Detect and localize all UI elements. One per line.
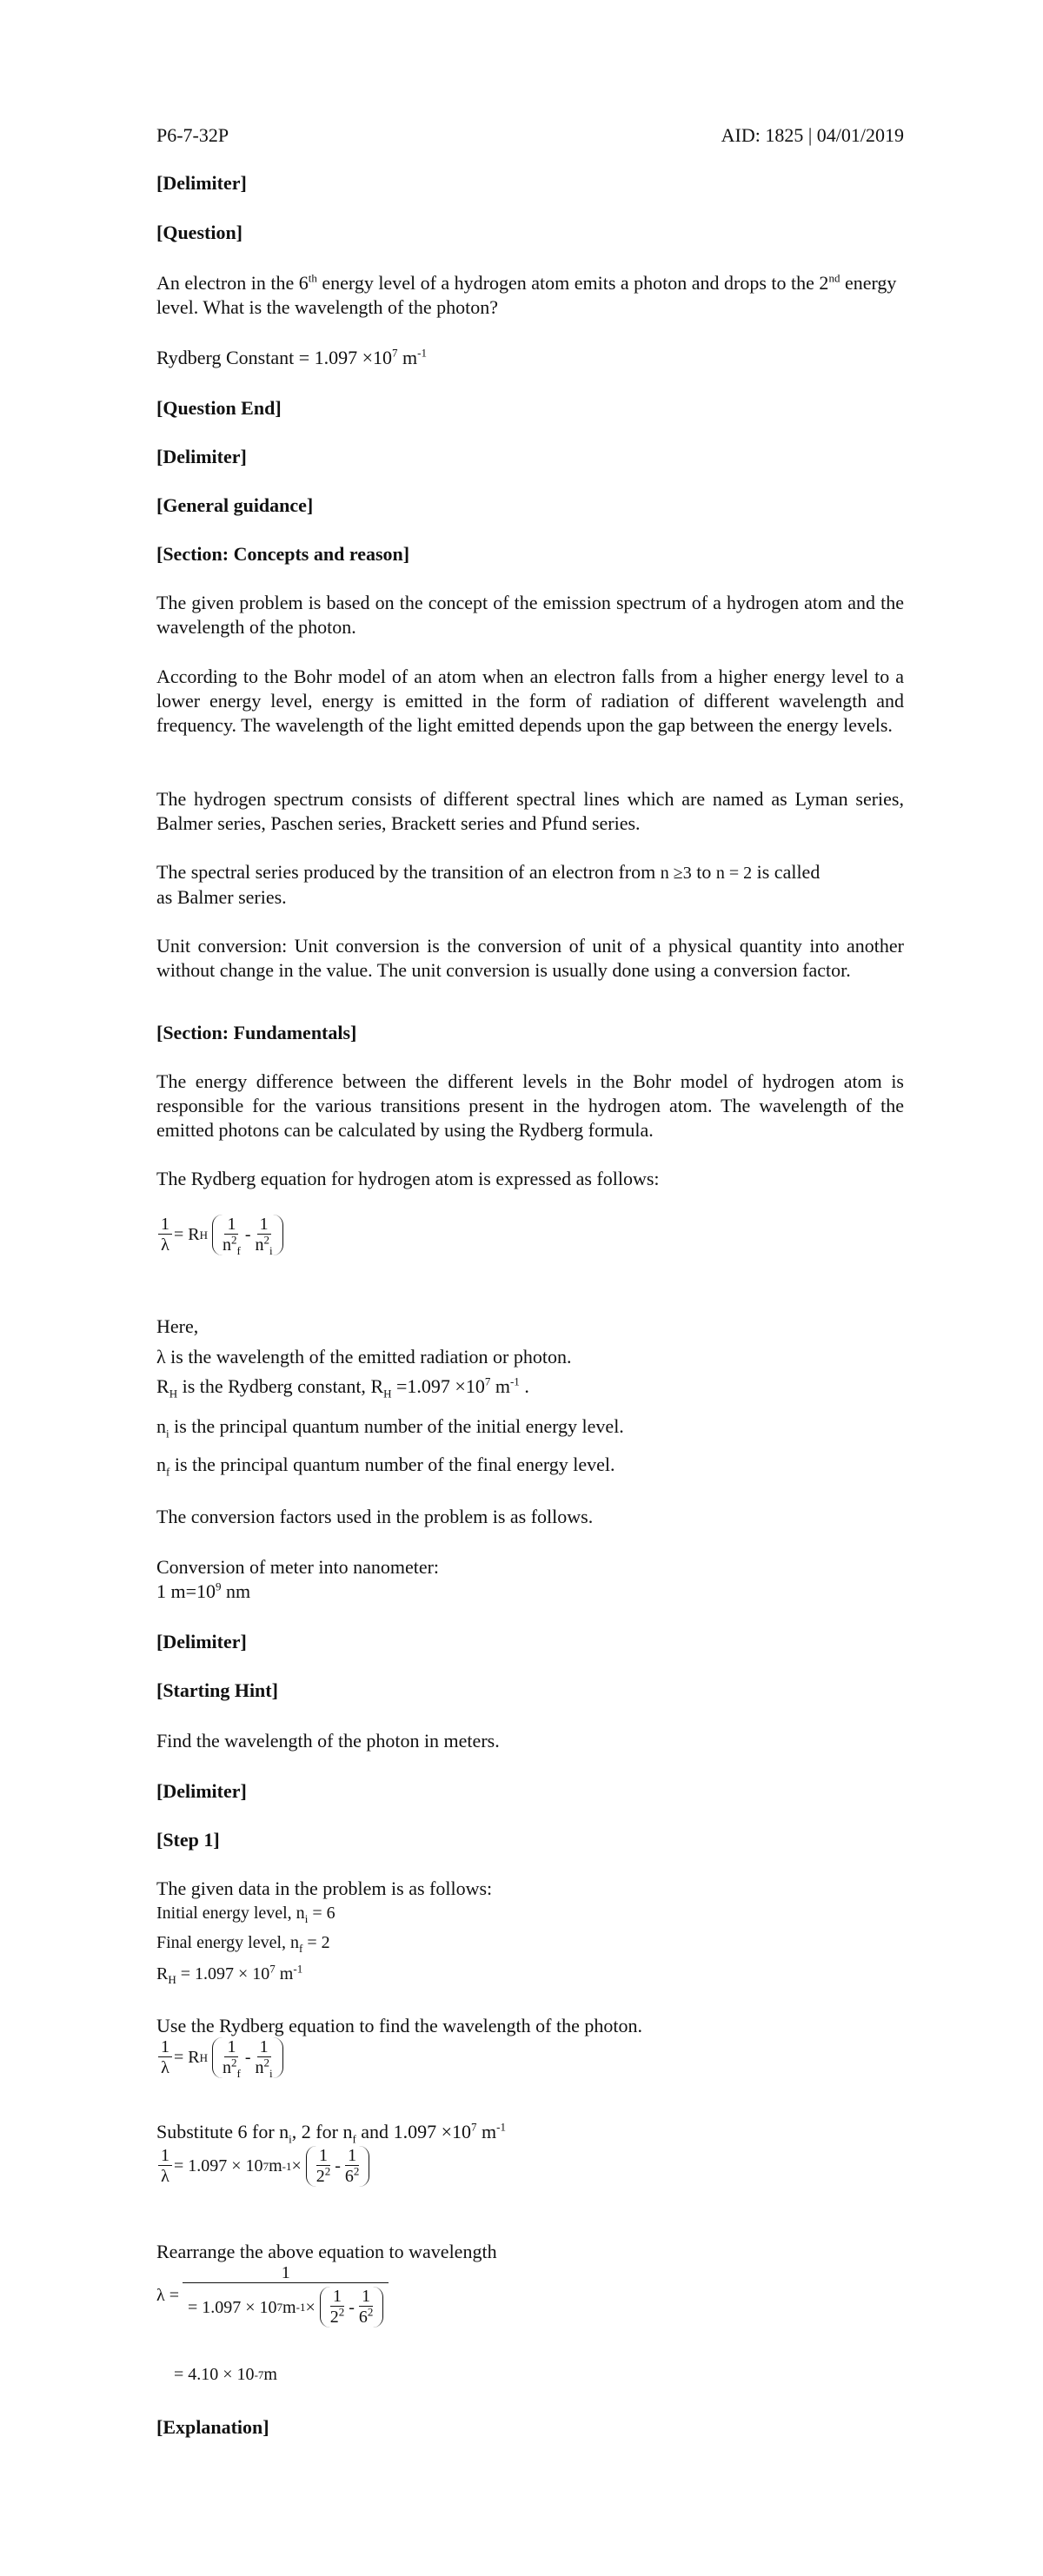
starting-hint-label: [Starting Hint] (156, 1679, 278, 1701)
use-rydberg-text: Use the Rydberg equation to find the wavelength of the photon. (156, 2015, 642, 2036)
concept-paragraph-2: According to the Bohr model of an atom when an electron falls from a higher energy level to a lower energy level, energy is emitted in the form of radiation of different wavelength and frequency. The wavelength of the light emitted depends upon the gap between the energy levels. (156, 666, 904, 736)
given-data-intro: The given data in the problem is as follows: (156, 1877, 493, 1899)
fundamentals-section-label: [Section: Fundamentals] (156, 1022, 357, 1043)
conversion-intro: The conversion factors used in the problem is as follows. (156, 1506, 594, 1527)
rearrange-text: Rearrange the above equation to wavelength (156, 2241, 497, 2262)
concept-paragraph-1: The given problem is based on the concept of the emission spectrum of a hydrogen atom and the wavelength of the photon. (156, 592, 904, 638)
page-header (156, 124, 904, 147)
conversion-label: Conversion of meter into nanometer: (156, 1556, 440, 1578)
rydberg-equation-step: $\frac{1}{\lambda}$ = R H $\frac{1}{n^2_f}$ - $\frac{1}{n^2_i}$ (156, 2037, 283, 2078)
fundamentals-paragraph-2: The Rydberg equation for hydrogen atom is expressed as follows: (156, 1168, 660, 1189)
rydberg-equation: $\frac{1}{\lambda}$ = R H $\frac{1}{n^2_f}$ - $\frac{1}{n^2_i}$ (156, 1215, 283, 1255)
initial-energy-level: Initial energy level, $n_i = 6$ (156, 1904, 335, 1925)
substituted-equation: $\frac{1}{\lambda}$ = 1.097 × 10 7 m -1 × $\frac{1}{2^2}$ - $\frac{1}{6^2}$ (156, 2146, 369, 2187)
lambda-definition: λ is the wavelength of the emitted radiation or photon. (156, 1346, 572, 1367)
nf-definition: $n_f$ is the principal quantum number of the final energy level. (156, 1454, 615, 1479)
here-label: Here, (156, 1315, 199, 1337)
step-1-label: [Step 1] (156, 1829, 220, 1851)
rydberg-constant-definition: $R_H$ is the Rydberg constant, $R_H =1.097 \times 10^7$ $m^{-1}$ . (156, 1374, 529, 1401)
delimiter-1: [Delimiter] (156, 172, 247, 194)
wavelength-result: = 4.10 × 10 -7 m (174, 2365, 277, 2384)
question-text: An electron in the 6th energy level of a hydrogen atom emits a photon and drops to the 2nd energy level. What is the wavelength of the photon? (156, 271, 897, 318)
delimiter-3: [Delimiter] (156, 1631, 247, 1652)
rearranged-equation: λ = 1 = 1.097 × 10 7 m -1 × $\frac{1}{2^2}$ - $\frac{1}{6^2}$ (156, 2263, 388, 2328)
general-guidance-label: [General guidance] (156, 494, 314, 516)
ni-definition: $n_i$ is the principal quantum number of the initial energy level. (156, 1415, 624, 1440)
final-energy-level: Final energy level, $n_f = 2$ (156, 1933, 330, 1955)
substitute-text: Substitute 6 for $n_i$, 2 for $n_f$ and $1.097 \times 10^7$ $m^{-1}$ (156, 2120, 506, 2146)
concepts-section-label: [Section: Concepts and reason] (156, 543, 410, 565)
explanation-label: [Explanation] (156, 2416, 269, 2438)
fundamentals-paragraph-1: The energy difference between the different levels in the Bohr model of hydrogen atom is responsible for the various transitions present in the hydrogen atom. The wavelength of the emitted photons can be calculated by using the Rydberg formula. (156, 1070, 904, 1141)
given-rydberg-constant: $R_H = 1.097 \times 10^7$ $m^{-1}$ (156, 1962, 303, 1986)
question-end-label: [Question End] (156, 397, 282, 419)
concept-paragraph-4: The spectral series produced by the transition of an electron from n ≥3 to n = 2 is called as Balmer series. (156, 861, 820, 908)
delimiter-4: [Delimiter] (156, 1780, 247, 1802)
problem-code: P6-7-32P (156, 124, 229, 146)
conversion-value: 1 $m=10^9$ nm (156, 1579, 251, 1602)
starting-hint-text: Find the wavelength of the photon in meters. (156, 1730, 500, 1752)
concept-paragraph-5: Unit conversion: Unit conversion is the conversion of unit of a physical quantity into another without change in the value. The unit conversion is usually done using a conversion factor. (156, 935, 904, 981)
delimiter-2: [Delimiter] (156, 446, 247, 467)
rydberg-constant: Rydberg Constant = $1.097 \times 10^7$ $m^{-1}$ (156, 346, 428, 368)
concept-paragraph-3: The hydrogen spectrum consists of different spectral lines which are named as Lyman series, Balmer series, Paschen series, Brackett series and Pfund series. (156, 788, 904, 834)
question-label: [Question] (156, 222, 242, 243)
aid-date: AID: 1825 | 04/01/2019 (721, 124, 904, 146)
